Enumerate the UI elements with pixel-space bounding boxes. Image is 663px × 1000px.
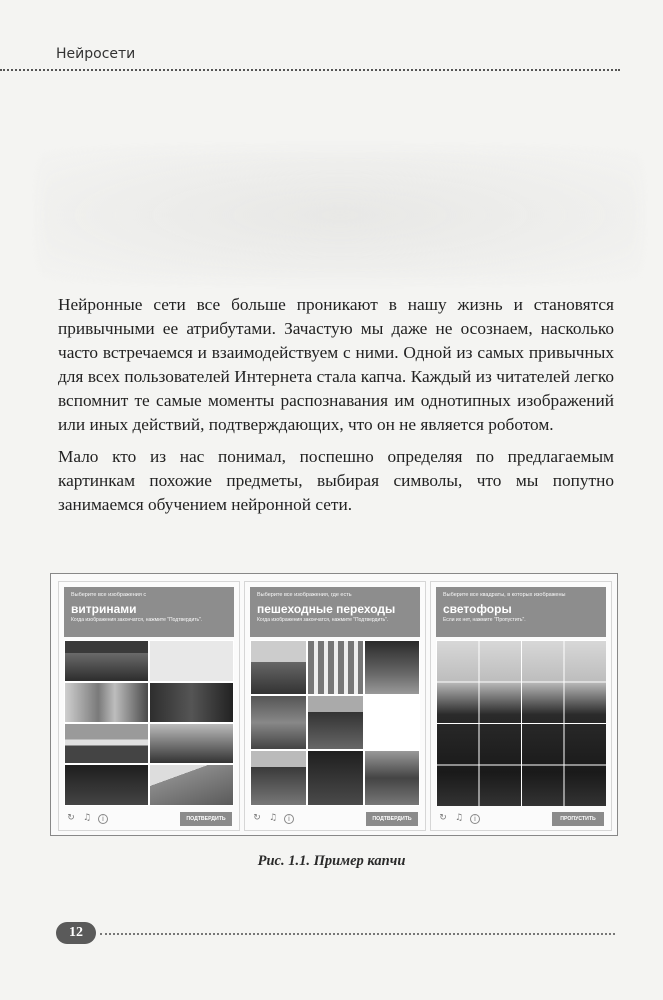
- reload-icon[interactable]: ↻: [67, 813, 75, 823]
- image-tile[interactable]: [364, 640, 420, 695]
- page-number: 12: [56, 922, 96, 944]
- captcha-image-grid: [64, 640, 234, 806]
- paragraph-2: Мало кто из нас понимал, поспешно определяя по предлагаемым картинкам похожие предметы, выбирая символы, что мы попутно занимаемся обучением нейронной сети.: [58, 447, 614, 514]
- captcha-storefronts: [58, 581, 240, 831]
- captcha-instruction: Выберите все квадраты, в которых изображены: [443, 592, 566, 598]
- faded-background-text: [40, 150, 640, 280]
- image-tile[interactable]: [149, 764, 234, 806]
- image-tile[interactable]: [250, 695, 307, 750]
- image-tile[interactable]: [250, 640, 307, 695]
- image-tile[interactable]: [364, 695, 420, 750]
- skip-button[interactable]: ПРОПУСТИТЬ: [552, 812, 604, 826]
- captcha-image-grid[interactable]: [436, 640, 606, 806]
- info-icon[interactable]: i: [284, 814, 294, 824]
- image-tile[interactable]: [307, 750, 364, 806]
- captcha-instruction: Выберите все изображения с: [71, 592, 147, 598]
- captcha-instruction: Выберите все изображения, где есть: [257, 592, 352, 598]
- captcha-image-grid: [250, 640, 420, 806]
- captcha-footer: [250, 810, 422, 828]
- image-tile[interactable]: [149, 723, 234, 764]
- headphones-icon[interactable]: ♫: [454, 813, 464, 823]
- captcha-footer: [64, 810, 236, 828]
- reload-icon[interactable]: ↻: [253, 813, 261, 823]
- running-title: Нейросети: [56, 46, 136, 62]
- image-tile[interactable]: [364, 750, 420, 806]
- image-tile[interactable]: [307, 695, 364, 750]
- image-tile[interactable]: [307, 640, 364, 695]
- info-icon[interactable]: i: [98, 814, 108, 824]
- captcha-target: светофоры: [443, 602, 512, 616]
- captcha-footer: [436, 810, 608, 828]
- headphones-icon[interactable]: ♫: [82, 813, 92, 823]
- captcha-figure: [50, 573, 618, 836]
- captcha-hint: Если их нет, нажмите "Пропустить".: [443, 617, 526, 623]
- image-tile[interactable]: [64, 764, 149, 806]
- image-tile[interactable]: [64, 640, 149, 682]
- image-tile[interactable]: [250, 750, 307, 806]
- image-tile[interactable]: [64, 682, 149, 723]
- verify-button[interactable]: ПОДТВЕРДИТЬ: [366, 812, 418, 826]
- paragraph-1: Нейронные сети все больше проникают в нашу жизнь и становятся привычными ее атрибутами. Зачастую мы даже не осознаем, насколько часто встречаемся и взаимодействуем с ними. Одной из самых привычных для всех пользователей Интернета стала капча. Каждый из читателей легко вспомнит те самые моменты распознавания им однотипных изображений или иных действий, подтверждающих, что он не является роботом.: [58, 295, 614, 434]
- captcha-target: витринами: [71, 602, 137, 616]
- captcha-header: [250, 587, 420, 637]
- square-grid-overlay: [436, 640, 606, 806]
- captcha-crosswalks: [244, 581, 426, 831]
- reload-icon[interactable]: ↻: [439, 813, 447, 823]
- footer-divider: [100, 933, 615, 935]
- captcha-hint: Когда изображения закончатся, нажмите "Подтвердить".: [71, 617, 203, 623]
- captcha-target: пешеходные переходы: [257, 602, 396, 616]
- image-tile[interactable]: [149, 640, 234, 682]
- captcha-hint: Когда изображения закончатся, нажмите "Подтвердить".: [257, 617, 389, 623]
- image-tile[interactable]: [64, 723, 149, 764]
- captcha-header: [64, 587, 234, 637]
- verify-button[interactable]: ПОДТВЕРДИТЬ: [180, 812, 232, 826]
- captcha-header: [436, 587, 606, 637]
- image-tile[interactable]: [149, 682, 234, 723]
- info-icon[interactable]: i: [470, 814, 480, 824]
- figure-caption: Рис. 1.1. Пример капчи: [257, 853, 406, 869]
- header-divider: [0, 69, 620, 71]
- captcha-traffic-lights: [430, 581, 612, 831]
- headphones-icon[interactable]: ♫: [268, 813, 278, 823]
